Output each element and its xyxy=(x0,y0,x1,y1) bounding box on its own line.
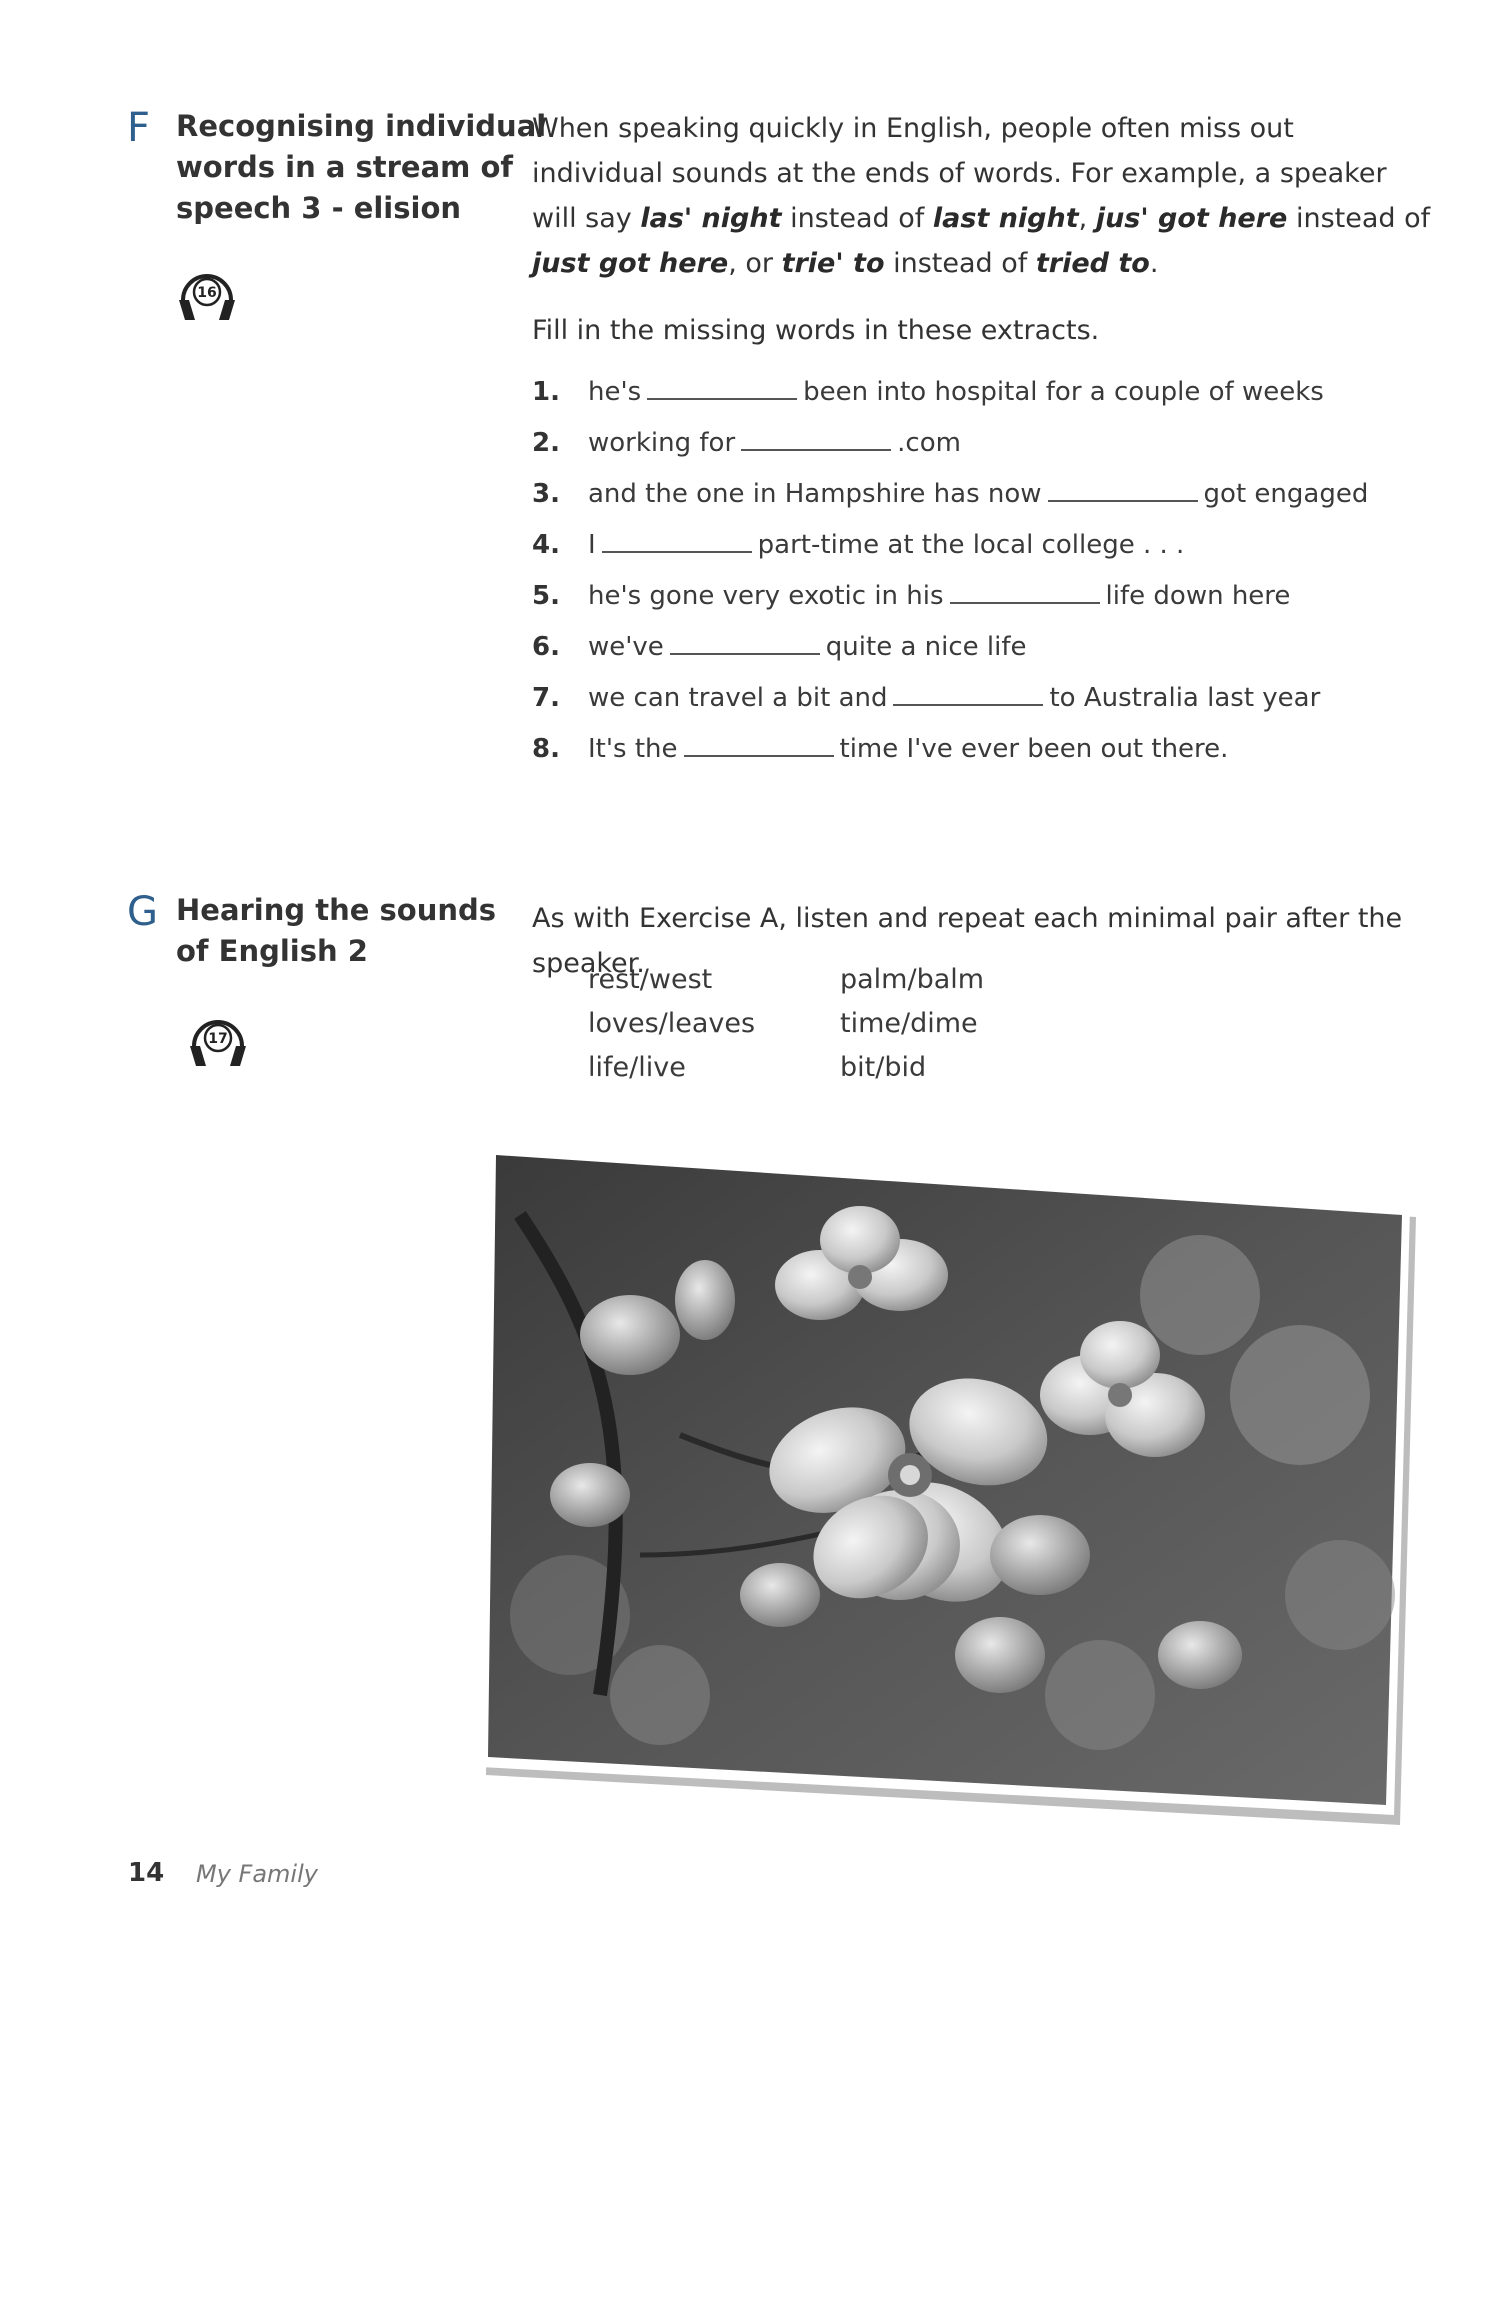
item-after: to Australia last year xyxy=(1049,683,1321,713)
section-g-title-line: Hearing the sounds xyxy=(176,893,497,927)
exercise-item xyxy=(532,525,1184,565)
intro-text: instead of xyxy=(884,248,1036,279)
intro-text: instead of xyxy=(781,203,933,234)
section-f-title-line: Recognising individual xyxy=(176,109,547,143)
unit-title: My Family xyxy=(196,1860,318,1888)
fill-blank[interactable] xyxy=(602,529,752,553)
fill-blank[interactable] xyxy=(893,682,1043,706)
fill-blank[interactable] xyxy=(670,631,820,655)
intro-text: . xyxy=(1149,248,1159,279)
item-before: working for xyxy=(588,428,736,458)
item-number: 1. xyxy=(532,377,560,407)
exercise-item xyxy=(532,474,1368,514)
item-before: and the one in Hampshire has now xyxy=(588,479,1042,509)
section-g-title xyxy=(176,890,496,972)
exercise-item xyxy=(532,678,1320,718)
intro-text: , or xyxy=(728,248,782,279)
item-after: part-time at the local college . . . xyxy=(757,530,1185,560)
audio-track-number: 17 xyxy=(208,1031,228,1047)
item-number: 2. xyxy=(532,428,560,458)
audio-track-17-icon[interactable] xyxy=(186,1008,250,1072)
item-after: quite a nice life xyxy=(825,632,1027,662)
headphones-icon xyxy=(175,262,239,326)
section-f-letter: F xyxy=(127,105,151,151)
section-g-letter: G xyxy=(127,889,158,935)
minimal-pairs-left xyxy=(588,958,755,1090)
item-before: I xyxy=(588,530,596,560)
audio-track-number: 16 xyxy=(197,285,217,301)
item-after: .com xyxy=(897,428,961,458)
item-after: got engaged xyxy=(1203,479,1369,509)
section-f-intro xyxy=(532,106,1432,286)
item-after: life down here xyxy=(1105,581,1291,611)
intro-text: , xyxy=(1078,203,1096,234)
blossom-photo-image xyxy=(480,1135,1420,1825)
item-number: 4. xyxy=(532,530,560,560)
audio-track-16-icon[interactable] xyxy=(175,262,239,326)
intro-example: tried to xyxy=(1035,248,1150,279)
headphones-icon xyxy=(186,1008,250,1072)
exercise-item xyxy=(532,576,1290,616)
exercise-item xyxy=(532,423,961,463)
item-before: we've xyxy=(588,632,664,662)
minimal-pair: time/dime xyxy=(840,1008,978,1039)
minimal-pair: palm/balm xyxy=(840,964,985,995)
item-after: been into hospital for a couple of weeks xyxy=(803,377,1324,407)
intro-example: las' night xyxy=(640,203,782,234)
item-before: he's xyxy=(588,377,642,407)
fill-blank[interactable] xyxy=(684,733,834,757)
intro-example: just got here xyxy=(532,248,729,279)
fill-blank[interactable] xyxy=(1048,478,1198,502)
item-number: 5. xyxy=(532,581,560,611)
minimal-pairs-right xyxy=(840,958,984,1090)
page-number: 14 xyxy=(128,1858,165,1888)
section-f-title-line: words in a stream of xyxy=(176,150,513,184)
intro-text: When speaking quickly in English, people often miss out individual sounds at the ends of words. For example, a speaker will say xyxy=(532,113,1387,234)
minimal-pair: loves/leaves xyxy=(588,1008,756,1039)
item-number: 3. xyxy=(532,479,560,509)
item-number: 8. xyxy=(532,734,560,764)
intro-text: instead of xyxy=(1287,203,1431,234)
intro-example: trie' to xyxy=(781,248,885,279)
item-after: time I've ever been out there. xyxy=(839,734,1229,764)
intro-example: jus' got here xyxy=(1095,203,1288,234)
section-f-instruction: Fill in the missing words in these extracts. xyxy=(532,315,1100,346)
minimal-pair: bit/bid xyxy=(840,1052,927,1083)
minimal-pair: life/live xyxy=(588,1052,686,1083)
section-f-title xyxy=(176,106,546,229)
section-g-instruction: As with Exercise A, listen and repeat each minimal pair after the speaker. xyxy=(532,903,1403,979)
section-g-title-line: of English 2 xyxy=(176,934,368,968)
exercise-item xyxy=(532,372,1324,412)
exercise-item xyxy=(532,627,1027,667)
item-before: he's gone very exotic in his xyxy=(588,581,944,611)
item-number: 7. xyxy=(532,683,560,713)
minimal-pair: rest/west xyxy=(588,964,713,995)
intro-example: last night xyxy=(932,203,1079,234)
exercise-item xyxy=(532,729,1228,769)
fill-blank[interactable] xyxy=(741,427,891,451)
item-before: we can travel a bit and xyxy=(588,683,888,713)
fill-blank[interactable] xyxy=(647,376,797,400)
item-number: 6. xyxy=(532,632,560,662)
section-f-title-line: speech 3 - elision xyxy=(176,191,462,225)
blossom-photo xyxy=(480,1135,1420,1825)
fill-blank[interactable] xyxy=(950,580,1100,604)
item-before: It's the xyxy=(588,734,678,764)
